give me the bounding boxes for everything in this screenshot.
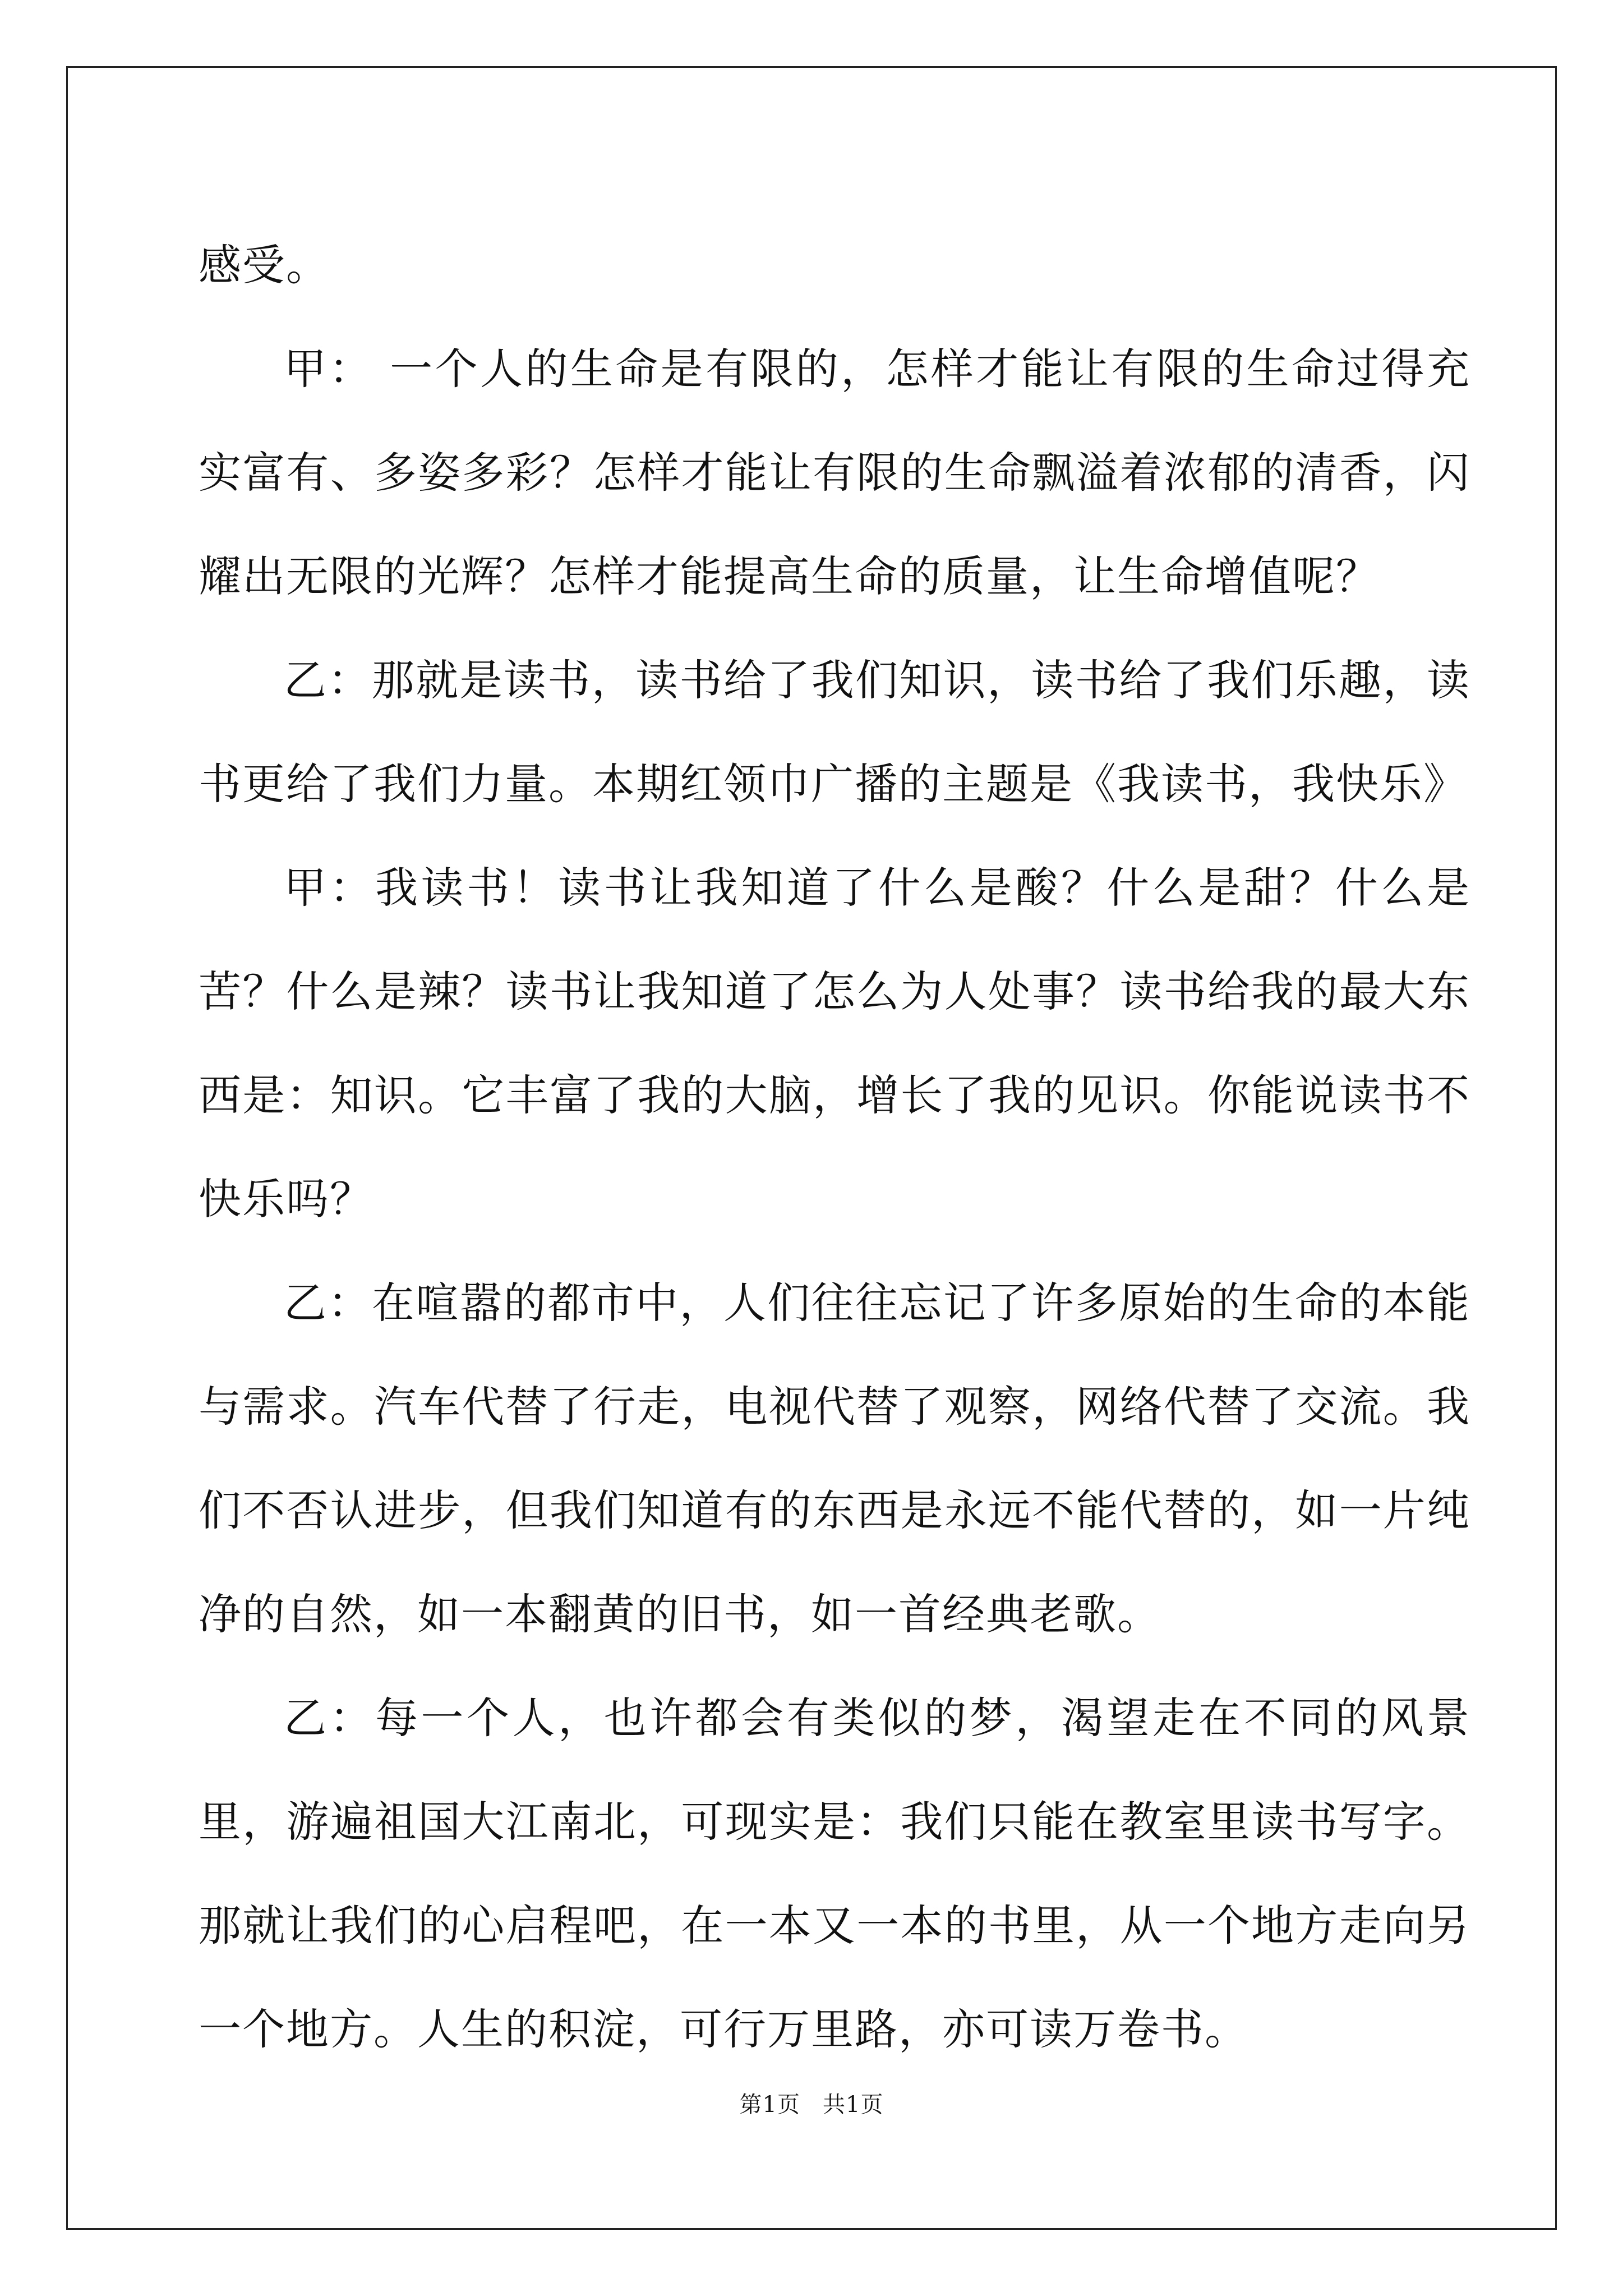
page-number: 第1页 [739, 2092, 800, 2118]
page-footer [0, 2087, 1623, 2119]
paragraph-5: 乙：在喧嚣的都市中，人们往往忘记了许多原始的生命的本能与需求。汽车代替了行走，电视代替了观察，网络代替了交流。我们不否认进步，但我们知道有的东西是永远不能代替的，如一片纯净的自然，如一本翻黄的旧书，如一首经典老歌。 [199, 1278, 1470, 1639]
paragraph-2: 甲： 一个人的生命是有限的，怎样才能让有限的生命过得充实富有、多姿多彩？怎样才能让有限的生命飘溢着浓郁的清香，闪耀出无限的光辉？怎样才能提高生命的质量，让生命增值呢？ [199, 344, 1470, 601]
paragraph-6: 乙：每一个人，也许都会有类似的梦，渴望走在不同的风景里，游遍祖国大江南北，可现实是：我们只能在教室里读书写字。那就让我们的心启程吧，在一本又一本的书里，从一个地方走向另一个地方。人生的积淀，可行万里路，亦可读万卷书。 [199, 1693, 1470, 2054]
page-total: 共1页 [823, 2092, 884, 2118]
paragraph-4: 甲：我读书！读书让我知道了什么是酸？什么是甜？什么是苦？什么是辣？读书让我知道了怎么为人处事？读书给我的最大东西是：知识。它丰富了我的大脑，增长了我的见识。你能说读书不快乐吗？ [199, 863, 1470, 1224]
paragraph-3: 乙：那就是读书，读书给了我们知识，读书给了我们乐趣，读书更给了我们力量。本期红领巾广播的主题是《我读书，我快乐》 [199, 655, 1470, 809]
paragraph-1: 感受。 [199, 240, 330, 290]
document-body [199, 213, 1470, 2081]
